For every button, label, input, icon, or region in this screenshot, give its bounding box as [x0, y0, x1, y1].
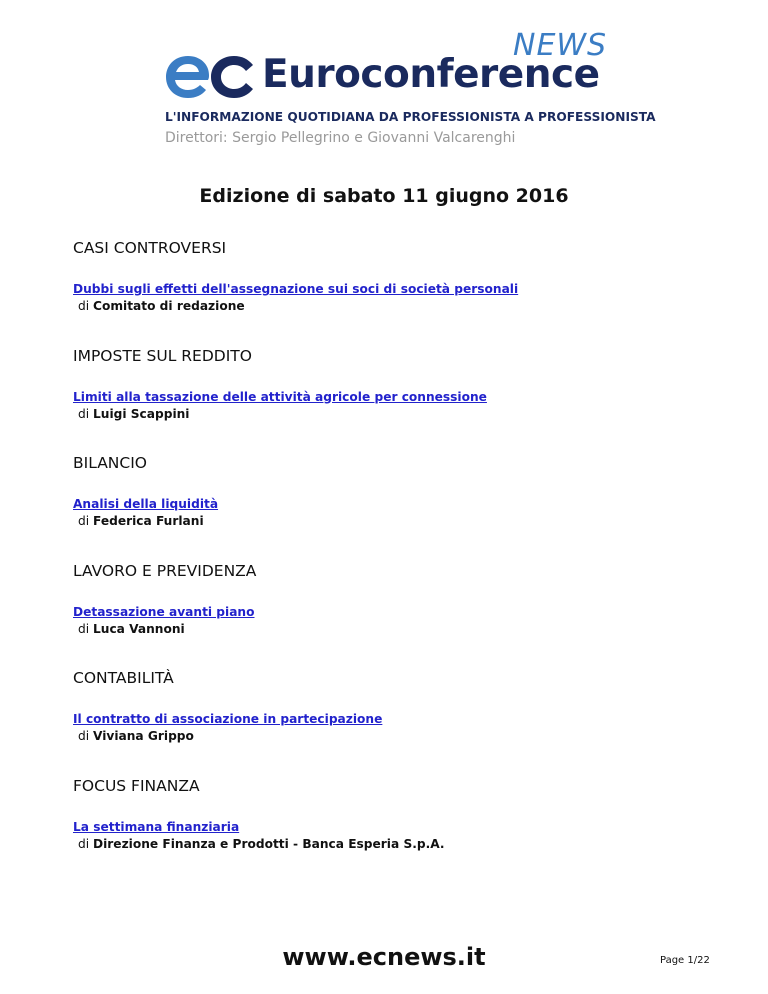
author-name: Direzione Finanza e Prodotti - Banca Esperia S.p.A. [93, 836, 445, 851]
section-title: IMPOSTE SUL REDDITO [73, 346, 252, 365]
byline-prefix: di [78, 514, 90, 528]
byline [78, 298, 713, 315]
brand-name: Euroconference [262, 52, 600, 97]
section-title: CONTABILITÀ [73, 669, 174, 687]
section-focus-finanza [73, 776, 713, 884]
section-contabilita [73, 668, 713, 776]
article-link[interactable]: Limiti alla tassazione delle attività agricole per connessione [73, 389, 487, 404]
brand-directors: Direttori: Sergio Pellegrino e Giovanni Valcarenghi [165, 130, 516, 146]
article-link[interactable]: Detassazione avanti piano [73, 604, 255, 619]
ec-logo-icon [164, 52, 256, 102]
byline [78, 513, 713, 530]
footer-website: www.ecnews.it [282, 943, 486, 971]
byline [78, 621, 713, 638]
brand-tagline: L'INFORMAZIONE QUOTIDIANA DA PROFESSIONISTA A PROFESSIONISTA [165, 110, 656, 124]
byline [78, 836, 713, 853]
article-link[interactable]: Dubbi sugli effetti dell'assegnazione sui soci di società personali [73, 282, 519, 296]
section-title: CASI CONTROVERSI [73, 239, 227, 257]
section-bilancio [73, 453, 713, 561]
author-name: Federica Furlani [93, 514, 204, 528]
article-link[interactable]: Il contratto di associazione in partecipazione [73, 712, 383, 726]
news-label: NEWS [513, 28, 608, 63]
byline [78, 728, 713, 745]
author-name: Comitato di redazione [93, 299, 245, 313]
section-lavoro-e-previdenza [73, 561, 713, 669]
byline-prefix: di [78, 299, 90, 313]
section-title: BILANCIO [73, 454, 147, 472]
byline [78, 406, 713, 423]
edition-title: Edizione di sabato 11 giugno 2016 [199, 185, 569, 207]
section-imposte-sul-reddito [73, 346, 713, 454]
byline-prefix: di [78, 621, 90, 636]
article-link[interactable]: La settimana finanziaria [73, 819, 240, 834]
page-number: Page 1/22 [660, 955, 710, 966]
byline-prefix: di [78, 836, 90, 851]
section-casi-controversi [73, 238, 713, 346]
author-name: Viviana Grippo [93, 729, 194, 743]
byline-prefix: di [78, 729, 90, 743]
author-name: Luca Vannoni [93, 621, 185, 636]
section-title: LAVORO E PREVIDENZA [73, 561, 257, 580]
masthead [0, 0, 768, 170]
article-link[interactable]: Analisi della liquidità [73, 497, 219, 511]
section-title: FOCUS FINANZA [73, 776, 200, 795]
author-name: Luigi Scappini [93, 406, 190, 421]
byline-prefix: di [78, 406, 90, 421]
sections-list [73, 238, 713, 883]
